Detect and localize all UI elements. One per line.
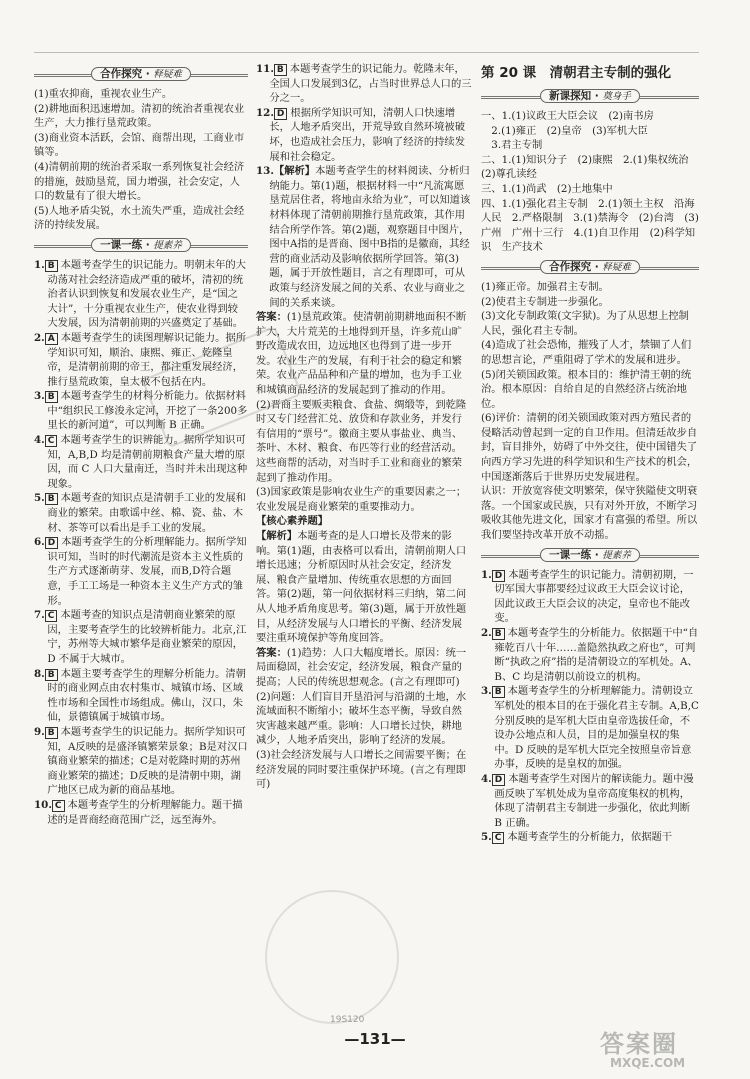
answer-item bbox=[256, 62, 472, 106]
answer-text: 本题考查学生的识辨能力。据所学知识可知，A,B,D 均是清朝前期粮食产量大增的原因，而 C 人口大量南迁，当时并未出现这种现象。 bbox=[47, 434, 248, 490]
section-tag: 提素养 bbox=[153, 239, 182, 251]
answer-number: 10. bbox=[34, 798, 52, 811]
answer-item bbox=[34, 491, 248, 535]
section-title: 一课一练 bbox=[549, 548, 592, 561]
answer-number: 4. bbox=[481, 772, 492, 785]
answer-text: 根据所学知识可知，清朝人口快速增长，人地矛盾突出，开荒导致自然环境被破坏，也造成社会压力，影响了经济的持续发展和社会稳定。 bbox=[269, 106, 466, 163]
section-title: 合作探究 bbox=[100, 68, 143, 80]
answer-number: 3. bbox=[34, 390, 45, 403]
section-title: 合作探究 bbox=[549, 260, 592, 273]
answer-number: 12. bbox=[256, 106, 274, 119]
answer-text: 本题考查学生的分析能力。依据题干中“自雍乾百八十年……盖隐然执政之府也”，可判断“执政之府”指的是清朝设立的军机处。A、B、C 均是清朝以前设立的机构。 bbox=[494, 627, 699, 683]
xinke-line: 二、1.(1)知识分子 (2)康熙 2.(1)集权统治 (2)尊孔读经 bbox=[481, 153, 699, 181]
hezuo-line: (3)文化专制政策(文字狱)。为了从思想上控制人民，强化君主专制。 bbox=[481, 310, 689, 337]
answer-choice: B bbox=[274, 64, 287, 76]
answer-number: 1. bbox=[481, 568, 492, 581]
answer-item bbox=[34, 608, 248, 666]
column-left bbox=[34, 62, 248, 1037]
answer-item bbox=[34, 433, 248, 491]
answer-item bbox=[34, 667, 248, 725]
answer-number: 3. bbox=[481, 685, 492, 698]
answer-choice: A bbox=[45, 333, 58, 345]
answer-choice: D bbox=[492, 570, 505, 582]
hezuo-line: (6)评价：清朝的闭关锁国政策对西方殖民者的侵略活动曾起到一定的自卫作用。但清廷故步自封，盲目排外，妨碍了中外交往，使中国错失了向西方学习先进的科学知识和生产技术的机会，中国逐渐落后于世界历史发展进程。 bbox=[481, 412, 698, 483]
section-title: 新课探知 bbox=[549, 90, 592, 102]
xinke-line: 四、1.(1)强化君主专制 2.(1)领土主权 沿海人民 2.严格限制 3.(1)禁海令 (2)台湾 (3)广州 广州十三行 4.(1)自卫作用 (2)科学知识 生产技术 bbox=[481, 197, 699, 254]
answer-number: 7. bbox=[34, 609, 45, 622]
section-title: 一课一练 bbox=[100, 238, 143, 251]
section-header-hezuo: 合作探究 · 释疑难 bbox=[34, 66, 248, 83]
answer-item bbox=[481, 626, 699, 684]
core-literacy-heading: 【核心素养题】 bbox=[256, 515, 329, 528]
analysis-text: 本题考查学生的材料阅读、分析归纳能力。第(1)题，根据材料一中“凡流寓愿垦荒居住者，将地亩永给为业”，可以知道该材料体现了清朝前期推行垦荒政策，其作用结合所学作答。第(2)题，观察题目中图片，图中A指的是晋商、图中B指的是徽商，其经营的商业活动及影响依据所学回答。第(3)题，属于开放性题目，言之有理即可，可从政策与经济发展之间的关系、农业与商业之间的关系来谈。 bbox=[269, 165, 471, 309]
analysis-label: 【解析】 bbox=[256, 530, 298, 542]
section-tag: 释疑难 bbox=[153, 69, 182, 80]
answer-item bbox=[481, 830, 699, 845]
answer-choice: C bbox=[45, 435, 58, 447]
answer-number: 1. bbox=[34, 258, 45, 271]
hezuo-line: (1)雍正帝。加强君主专制。 bbox=[481, 280, 609, 293]
answer-text: 本题考查学生的识记能力。清朝初期，一切军国大事都要经过议政王大臣会议讨论，因此议政王大臣会议的决定，皇帝也不能改变。 bbox=[494, 568, 694, 625]
xinke-line: 三、1.(1)尚武 (2)土地集中 bbox=[481, 182, 613, 195]
answer-choice: B bbox=[492, 686, 505, 698]
answer-number: 13. bbox=[256, 165, 274, 178]
xinke-line: 2.(1)雍正 (2)皇帝 (3)军机大臣 bbox=[481, 124, 648, 137]
answer-part: (3)国家政策是影响农业生产的重要因素之一；农业发展是商业繁荣的重要推动力。 bbox=[256, 486, 467, 513]
core-analysis bbox=[256, 529, 472, 646]
answer-item bbox=[481, 568, 699, 626]
answer-text: 本题考查学生的识记能力。明朝末年的大动荡对社会经济造成严重的破坏，清初的统治者认识到恢复和发展农业生产，是“国之大计”，十分重视农业生产，使农业得到较大发展，因为清朝前期的兴盛奠定了基础。 bbox=[47, 258, 246, 330]
answer-choice: D bbox=[45, 537, 58, 549]
answer-choice: C bbox=[52, 800, 65, 812]
analysis-text: 本题考查的是人口增长及带来的影响。第(1)题，由表格可以看出，清朝前期人口增长迅速；分析原因时从社会安定，经济发展、粮食产量增加、传统重农思想的方面回答。第(2)题，第一问依据材料三归纳，第二问从人地矛盾角度思考。第(3)题，属于开放性题目，从经济发展与人口增长的平衡、经济发展要注重环境保护等角度回答。 bbox=[256, 530, 467, 645]
section-tag: 提素养 bbox=[602, 549, 631, 561]
answer-number: 8. bbox=[34, 667, 45, 680]
column-right bbox=[481, 62, 699, 1037]
hezuo-item: (4)清朝前期的统治者采取一系列恢复社会经济的措施，鼓励垦荒，国力增强，社会安定，人口的数量有了很大增长。 bbox=[34, 160, 245, 203]
hezuo-item: (2)耕地面积迅速增加。清初的统治者重视农业生产，大力推行垦荒政策。 bbox=[34, 102, 245, 130]
column-middle bbox=[256, 62, 472, 1037]
answer-number: 9. bbox=[34, 725, 45, 738]
answer-part: (3)社会经济发展与人口增长之间需要平衡；在经济发展的同时要注重保护环境。(言之有理即可) bbox=[256, 748, 467, 791]
core-answer bbox=[256, 646, 472, 690]
answer-item bbox=[34, 798, 248, 827]
answer-item bbox=[34, 258, 248, 331]
page-number: — 131 — bbox=[0, 1030, 750, 1048]
answer-choice: B bbox=[45, 260, 58, 272]
answer-text: 本题考查学生的识记能力。据所学知识可知，A反映的是盛泽镇繁荣景象；B是对汉口镇商业繁荣的描述；C是对乾隆时期的苏州商业繁荣的描述；D反映的是清朝中期，湖广地区已成为新的商品基地。 bbox=[47, 725, 248, 797]
answer-item bbox=[34, 535, 248, 608]
lesson-title: 第 20 课 清朝君主专制的强化 bbox=[481, 65, 672, 81]
answer-part: (1)趋势：人口大幅度增长。原因：统一局面稳固，社会安定，经济发展，粮食产量的提高；人民的传统思想观念。(言之有理即可) bbox=[256, 646, 467, 688]
answer-item bbox=[481, 772, 699, 830]
hezuo-line: (4)造成了社会恐怖，摧残了人才，禁锢了人们的思想言论，严重阻碍了学术的发展和进步。 bbox=[481, 339, 692, 366]
answer-number: 5. bbox=[481, 831, 492, 844]
section-tag: 奠身手 bbox=[602, 91, 631, 102]
hezuo-line: 认识：开放宽容使文明繁荣，保守狭隘使文明衰落。一个国家或民族，只有对外开放，不断学习吸收其他先进文化，国家才有富强的希望。所以我们要坚持改革开放不动摇。 bbox=[481, 485, 698, 542]
section-header-yike: 一课一练 · 提素养 bbox=[34, 237, 248, 254]
xinke-line: 3.君主专制 bbox=[481, 139, 543, 152]
analysis-label: 【解析】 bbox=[273, 165, 316, 178]
section-header-hezuo: 合作探究 · 释疑难 bbox=[481, 259, 699, 276]
page-code: 19S120 bbox=[330, 1015, 365, 1025]
answer-choice: D bbox=[274, 108, 287, 120]
answer-label: 答案： bbox=[256, 311, 287, 324]
xinke-line: 一、1.(1)议政王大臣会议 (2)南书房 bbox=[481, 110, 654, 122]
site-logo bbox=[600, 1032, 740, 1072]
top-rule bbox=[34, 52, 699, 53]
answer-number: 4. bbox=[34, 434, 45, 447]
section-header-xinke: 新课探知 · 奠身手 bbox=[481, 88, 699, 105]
hezuo-item: (3)商业资本活跃，会馆、商帮出现，工商业市镇等。 bbox=[34, 131, 245, 159]
logo-url: MXQE.COM bbox=[610, 1056, 686, 1070]
answer-label: 答案： bbox=[256, 646, 287, 659]
answer-text: 本题考查学生的识记能力。乾隆末年，全国人口发展到3亿，占当时世界总人口的三分之一。 bbox=[269, 63, 472, 105]
answer-text: 本题主要考查学生的理解分析能力。清朝时的商业网点由农村集市、城镇市场、区域性市场和全国性市场组成。佛山，汉口，朱仙，景德镇属于城镇市场。 bbox=[47, 667, 246, 724]
answer-item bbox=[34, 725, 248, 798]
answer-part: (2)问题：人们盲目开垦沿河与沿湖的土地，水流域面积不断缩小；破坏生态平衡，导致自然灾害越来越严重。影响：人口增长过快，耕地减少，人地矛盾突出，影响了经济的发展。 bbox=[256, 690, 467, 747]
answer-item bbox=[481, 684, 699, 772]
hezuo-line: (5)闭关锁国政策。根本目的：维护清王朝的统治。根本原因：自给自足的自然经济占统治地位。 bbox=[481, 368, 692, 410]
hezuo-item: (5)人地矛盾尖锐，水土流失严重，造成社会经济的持续发展。 bbox=[34, 204, 245, 232]
answer-text: 本题考查的知识点是清朝手工业的发展和商业的繁荣。由歌谣中丝、棉、瓷、盐、木材、茶等可以看出是手工业的发展。 bbox=[47, 492, 246, 534]
seal-watermark bbox=[265, 890, 399, 1024]
answer-text: 本题考查学生的分析理解能力。清朝设立军机处的根本目的在于强化君主专制。A,B,C 分别反映的是军机大臣由皇帝选拔任命，不设办公地点和人员，目的是加强皇权的集中。D 反映的是军机大臣完全按照皇帝旨意办事，反映的是皇权的加强。 bbox=[494, 685, 699, 771]
answer-choice: B bbox=[45, 669, 58, 681]
answer-text: 本题考查学生的材料分析能力。依据材料中“组织民工修浚永定河，开挖了一条200多里长的新河道”，可以判断 B 正确。 bbox=[47, 390, 248, 432]
answer-number: 11. bbox=[256, 63, 274, 75]
answer-choice: C bbox=[492, 832, 505, 844]
answer-item bbox=[256, 106, 472, 164]
answer-text: 本题考查的知识点是清朝商业繁荣的原因，主要考查学生的比较辨析能力。北京,江宁，苏州等大城市繁华是商业繁荣的原因，D 不属于大城市。 bbox=[47, 609, 247, 665]
answer-number: 6. bbox=[34, 536, 45, 549]
answer-number: 2. bbox=[481, 627, 492, 639]
answer-choice: B bbox=[45, 727, 58, 739]
answer-part: (2)晋商主要贩卖粮食、食盐、绸缎等，到乾隆时又专门经营汇兑、放贷和存款业务，并发行有信用的“票号”。徽商主要从事盐业、典当、茶叶、木材、粮食、布匹等行业的经营活动。这些商帮的活动，对当时手工业和商业的繁荣起到了推动作用。 bbox=[256, 398, 467, 484]
answer-number: 5. bbox=[34, 492, 45, 505]
answer-choice: B bbox=[45, 391, 58, 403]
answer-text: 本题考查学生的分析理解能力。题干描述的是晋商经商范围广泛，远至海外。 bbox=[47, 798, 243, 826]
hezuo-line: (2)使君主专制进一步强化。 bbox=[481, 295, 609, 308]
section-header-yike: 一课一练 · 提素养 bbox=[481, 547, 699, 564]
answer-text: 本题考查学生的读图理解识记能力。据所学知识可知，顺治、康熙、雍正、乾隆皇帝，是清朝前期的帝王，都注重发展经济，推行垦荒政策，皇太极不包括在内。 bbox=[47, 331, 247, 388]
answer-number: 2. bbox=[34, 331, 45, 344]
logo-name: 答案圈 bbox=[600, 1030, 678, 1058]
answer-text: 本题考查学生的分析理解能力。据所学知识可知，当时的时代潮流是资本主义性质的生产方式逐渐萌芽、发展，而B,D符合题意，手工工场是一种资本主义生产方式的雏形。 bbox=[47, 536, 247, 607]
answer-text: 本题考查学生对图片的解读能力。题中漫画反映了军机处成为皇帝高度集权的机构，体现了清朝君主专制进一步强化，依此判断 B 正确。 bbox=[494, 772, 694, 829]
answer-text: 本题考查学生的分析能力，依据题干 bbox=[507, 831, 673, 844]
answer-choice: D bbox=[492, 774, 505, 786]
answer-choice: B bbox=[492, 628, 505, 640]
answer-item-13 bbox=[256, 164, 472, 310]
answer-part: (1)垦荒政策。使清朝前期耕地面积不断扩大，大片荒芜的土地得到开垦，许多荒山旷野改造成农田，边远地区也得到了进一步开发。农业生产的发展，有利于社会的稳定和繁荣。农业产品品种和产量的增加，也为手工业和城镇商品经济的发展起到了推动的作用。 bbox=[256, 311, 467, 397]
answer-choice: B bbox=[45, 493, 58, 505]
section-tag: 释疑难 bbox=[602, 261, 631, 273]
answer-choice: C bbox=[45, 610, 58, 622]
hezuo-item: (1)重农抑商，重视农业生产。 bbox=[34, 88, 173, 100]
